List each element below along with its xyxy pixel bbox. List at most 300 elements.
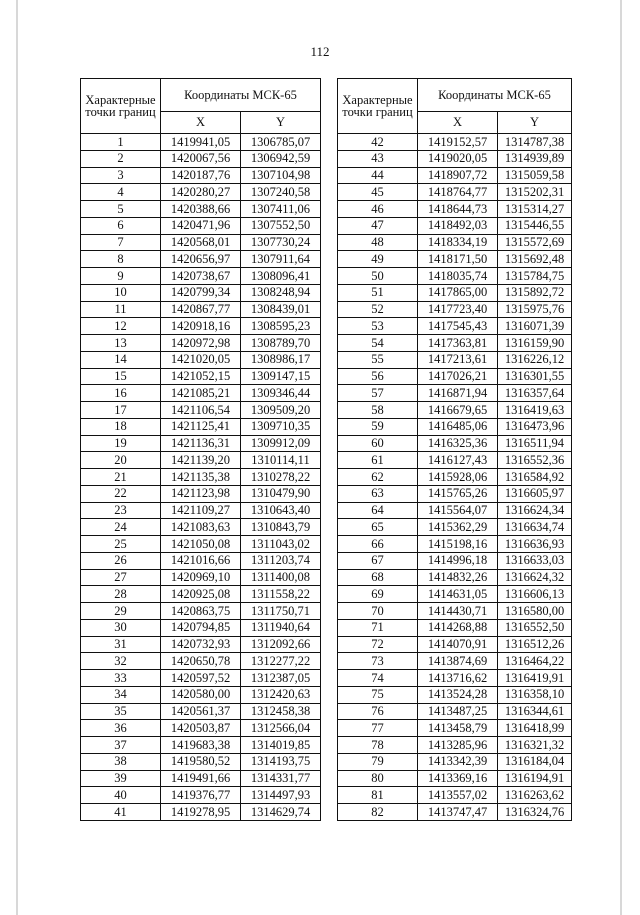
y-coordinate-cell: 1316194,91 bbox=[498, 770, 572, 787]
x-coordinate-cell: 1418764,77 bbox=[418, 184, 498, 201]
table-row bbox=[338, 234, 572, 251]
table-row bbox=[338, 552, 572, 569]
y-coordinate-cell: 1314629,74 bbox=[241, 804, 321, 821]
table-row bbox=[81, 653, 321, 670]
x-coordinate-cell: 1418907,72 bbox=[418, 167, 498, 184]
point-number-cell: 81 bbox=[338, 787, 418, 804]
x-coordinate-cell: 1417865,00 bbox=[418, 284, 498, 301]
y-coordinate-cell: 1316159,90 bbox=[498, 335, 572, 352]
x-column-header: X bbox=[418, 112, 498, 134]
table-row bbox=[81, 469, 321, 486]
y-coordinate-cell: 1307730,24 bbox=[241, 234, 321, 251]
y-coordinate-cell: 1309346,44 bbox=[241, 385, 321, 402]
table-row bbox=[338, 787, 572, 804]
y-coordinate-cell: 1315784,75 bbox=[498, 268, 572, 285]
y-coordinate-cell: 1308096,41 bbox=[241, 268, 321, 285]
table-row bbox=[338, 184, 572, 201]
point-number-cell: 75 bbox=[338, 686, 418, 703]
y-coordinate-cell: 1316624,34 bbox=[498, 502, 572, 519]
table-row bbox=[338, 418, 572, 435]
y-coordinate-cell: 1314787,38 bbox=[498, 134, 572, 151]
point-number-cell: 4 bbox=[81, 184, 161, 201]
point-number-cell: 40 bbox=[81, 787, 161, 804]
table-row bbox=[338, 670, 572, 687]
x-coordinate-cell: 1415765,26 bbox=[418, 485, 498, 502]
table-row bbox=[81, 201, 321, 218]
coordinates-header: Координаты МСК-65 bbox=[161, 79, 321, 112]
x-coordinate-cell: 1415564,07 bbox=[418, 502, 498, 519]
x-coordinate-cell: 1413747,47 bbox=[418, 804, 498, 821]
x-coordinate-cell: 1417213,61 bbox=[418, 351, 498, 368]
table-body-right bbox=[338, 134, 572, 821]
table-row bbox=[81, 134, 321, 151]
x-coordinate-cell: 1421050,08 bbox=[161, 536, 241, 553]
table-row bbox=[338, 251, 572, 268]
point-number-cell: 17 bbox=[81, 402, 161, 419]
point-number-cell: 27 bbox=[81, 569, 161, 586]
point-number-cell: 26 bbox=[81, 552, 161, 569]
y-coordinate-cell: 1316636,93 bbox=[498, 536, 572, 553]
y-coordinate-cell: 1315692,48 bbox=[498, 251, 572, 268]
y-coordinate-cell: 1316584,92 bbox=[498, 469, 572, 486]
y-coordinate-cell: 1312566,04 bbox=[241, 720, 321, 737]
x-coordinate-cell: 1419020,05 bbox=[418, 150, 498, 167]
point-number-cell: 58 bbox=[338, 402, 418, 419]
table-row bbox=[81, 619, 321, 636]
point-number-cell: 41 bbox=[81, 804, 161, 821]
y-coordinate-cell: 1316184,04 bbox=[498, 753, 572, 770]
x-coordinate-cell: 1421052,15 bbox=[161, 368, 241, 385]
y-coordinate-cell: 1316511,94 bbox=[498, 435, 572, 452]
y-coordinate-cell: 1311203,74 bbox=[241, 552, 321, 569]
x-coordinate-cell: 1421109,27 bbox=[161, 502, 241, 519]
point-number-cell: 31 bbox=[81, 636, 161, 653]
point-number-cell: 57 bbox=[338, 385, 418, 402]
x-coordinate-cell: 1418171,50 bbox=[418, 251, 498, 268]
y-coordinate-cell: 1315202,31 bbox=[498, 184, 572, 201]
x-coordinate-cell: 1413458,79 bbox=[418, 720, 498, 737]
x-coordinate-cell: 1417545,43 bbox=[418, 318, 498, 335]
table-row bbox=[81, 586, 321, 603]
x-coordinate-cell: 1421136,31 bbox=[161, 435, 241, 452]
y-coordinate-cell: 1310479,90 bbox=[241, 485, 321, 502]
table-row bbox=[81, 787, 321, 804]
y-coordinate-cell: 1309147,15 bbox=[241, 368, 321, 385]
y-coordinate-cell: 1316624,32 bbox=[498, 569, 572, 586]
point-number-cell: 77 bbox=[338, 720, 418, 737]
y-coordinate-cell: 1309710,35 bbox=[241, 418, 321, 435]
x-coordinate-cell: 1414268,88 bbox=[418, 619, 498, 636]
table-row bbox=[338, 804, 572, 821]
x-coordinate-cell: 1418492,03 bbox=[418, 217, 498, 234]
point-number-cell: 74 bbox=[338, 670, 418, 687]
table-row bbox=[81, 335, 321, 352]
table-row bbox=[81, 418, 321, 435]
x-coordinate-cell: 1420650,78 bbox=[161, 653, 241, 670]
point-number-cell: 42 bbox=[338, 134, 418, 151]
point-number-cell: 61 bbox=[338, 452, 418, 469]
point-number-cell: 68 bbox=[338, 569, 418, 586]
x-coordinate-cell: 1413524,28 bbox=[418, 686, 498, 703]
y-coordinate-cell: 1308789,70 bbox=[241, 335, 321, 352]
table-row bbox=[81, 603, 321, 620]
point-number-cell: 78 bbox=[338, 737, 418, 754]
point-number-cell: 2 bbox=[81, 150, 161, 167]
y-coordinate-cell: 1314019,85 bbox=[241, 737, 321, 754]
y-coordinate-cell: 1311400,08 bbox=[241, 569, 321, 586]
point-number-cell: 60 bbox=[338, 435, 418, 452]
x-coordinate-cell: 1421020,05 bbox=[161, 351, 241, 368]
point-number-cell: 36 bbox=[81, 720, 161, 737]
x-coordinate-cell: 1418035,74 bbox=[418, 268, 498, 285]
point-number-cell: 56 bbox=[338, 368, 418, 385]
point-number-cell: 14 bbox=[81, 351, 161, 368]
point-number-cell: 53 bbox=[338, 318, 418, 335]
table-row bbox=[81, 268, 321, 285]
y-coordinate-cell: 1316633,03 bbox=[498, 552, 572, 569]
point-number-cell: 43 bbox=[338, 150, 418, 167]
table-row bbox=[338, 201, 572, 218]
table-row bbox=[81, 351, 321, 368]
x-coordinate-cell: 1420471,96 bbox=[161, 217, 241, 234]
point-number-cell: 46 bbox=[338, 201, 418, 218]
y-coordinate-cell: 1316357,64 bbox=[498, 385, 572, 402]
table-row bbox=[338, 586, 572, 603]
x-coordinate-cell: 1414832,26 bbox=[418, 569, 498, 586]
table-row bbox=[81, 301, 321, 318]
table-row bbox=[338, 686, 572, 703]
point-number-cell: 79 bbox=[338, 753, 418, 770]
x-coordinate-cell: 1419941,05 bbox=[161, 134, 241, 151]
table-row bbox=[338, 469, 572, 486]
y-coordinate-cell: 1312092,66 bbox=[241, 636, 321, 653]
coordinates-table-right bbox=[337, 78, 572, 821]
point-number-cell: 39 bbox=[81, 770, 161, 787]
table-row bbox=[81, 804, 321, 821]
point-number-cell: 65 bbox=[338, 519, 418, 536]
table-row bbox=[338, 385, 572, 402]
scan-edge-right bbox=[620, 0, 622, 915]
x-coordinate-cell: 1420580,00 bbox=[161, 686, 241, 703]
point-number-cell: 22 bbox=[81, 485, 161, 502]
table-row bbox=[81, 536, 321, 553]
table-row bbox=[81, 686, 321, 703]
table-row bbox=[81, 217, 321, 234]
y-coordinate-cell: 1307240,58 bbox=[241, 184, 321, 201]
table-row bbox=[338, 619, 572, 636]
y-coordinate-cell: 1316071,39 bbox=[498, 318, 572, 335]
table-row bbox=[338, 134, 572, 151]
x-coordinate-cell: 1421016,66 bbox=[161, 552, 241, 569]
point-number-cell: 64 bbox=[338, 502, 418, 519]
y-coordinate-cell: 1314497,93 bbox=[241, 787, 321, 804]
table-row bbox=[338, 569, 572, 586]
table-row bbox=[338, 301, 572, 318]
point-number-cell: 71 bbox=[338, 619, 418, 636]
table-row bbox=[338, 217, 572, 234]
y-coordinate-cell: 1306942,59 bbox=[241, 150, 321, 167]
x-coordinate-cell: 1417026,21 bbox=[418, 368, 498, 385]
x-coordinate-cell: 1421085,21 bbox=[161, 385, 241, 402]
y-coordinate-cell: 1316606,13 bbox=[498, 586, 572, 603]
y-coordinate-cell: 1307911,64 bbox=[241, 251, 321, 268]
table-row bbox=[81, 737, 321, 754]
table-row bbox=[338, 603, 572, 620]
point-number-cell: 18 bbox=[81, 418, 161, 435]
y-coordinate-cell: 1310643,40 bbox=[241, 502, 321, 519]
y-coordinate-cell: 1310278,22 bbox=[241, 469, 321, 486]
x-coordinate-cell: 1419683,38 bbox=[161, 737, 241, 754]
table-row bbox=[81, 318, 321, 335]
y-coordinate-cell: 1311940,64 bbox=[241, 619, 321, 636]
x-coordinate-cell: 1421139,20 bbox=[161, 452, 241, 469]
x-coordinate-cell: 1421123,98 bbox=[161, 485, 241, 502]
x-coordinate-cell: 1414996,18 bbox=[418, 552, 498, 569]
y-column-header: Y bbox=[498, 112, 572, 134]
x-coordinate-cell: 1413874,69 bbox=[418, 653, 498, 670]
x-coordinate-cell: 1420503,87 bbox=[161, 720, 241, 737]
y-column-header: Y bbox=[241, 112, 321, 134]
y-coordinate-cell: 1307552,50 bbox=[241, 217, 321, 234]
point-number-cell: 50 bbox=[338, 268, 418, 285]
x-coordinate-cell: 1415928,06 bbox=[418, 469, 498, 486]
x-coordinate-cell: 1416127,43 bbox=[418, 452, 498, 469]
y-coordinate-cell: 1316473,96 bbox=[498, 418, 572, 435]
y-coordinate-cell: 1316321,32 bbox=[498, 737, 572, 754]
y-coordinate-cell: 1311558,22 bbox=[241, 586, 321, 603]
table-row bbox=[338, 720, 572, 737]
point-number-cell: 35 bbox=[81, 703, 161, 720]
table-row bbox=[81, 234, 321, 251]
table-row bbox=[81, 753, 321, 770]
point-number-cell: 59 bbox=[338, 418, 418, 435]
table-row bbox=[338, 150, 572, 167]
x-coordinate-cell: 1420867,77 bbox=[161, 301, 241, 318]
y-coordinate-cell: 1315446,55 bbox=[498, 217, 572, 234]
x-coordinate-cell: 1420597,52 bbox=[161, 670, 241, 687]
y-coordinate-cell: 1314939,89 bbox=[498, 150, 572, 167]
y-coordinate-cell: 1316226,12 bbox=[498, 351, 572, 368]
points-column-header: Характерные точки границ bbox=[81, 79, 161, 134]
y-coordinate-cell: 1309912,09 bbox=[241, 435, 321, 452]
y-coordinate-cell: 1315059,58 bbox=[498, 167, 572, 184]
x-coordinate-cell: 1420067,56 bbox=[161, 150, 241, 167]
x-coordinate-cell: 1416325,36 bbox=[418, 435, 498, 452]
x-coordinate-cell: 1419580,52 bbox=[161, 753, 241, 770]
point-number-cell: 37 bbox=[81, 737, 161, 754]
point-number-cell: 21 bbox=[81, 469, 161, 486]
x-coordinate-cell: 1420863,75 bbox=[161, 603, 241, 620]
x-coordinate-cell: 1420918,16 bbox=[161, 318, 241, 335]
point-number-cell: 55 bbox=[338, 351, 418, 368]
point-number-cell: 49 bbox=[338, 251, 418, 268]
table-row bbox=[338, 452, 572, 469]
table-row bbox=[81, 402, 321, 419]
point-number-cell: 76 bbox=[338, 703, 418, 720]
table-row bbox=[81, 502, 321, 519]
table-row bbox=[338, 485, 572, 502]
table-row bbox=[81, 385, 321, 402]
table-row bbox=[338, 753, 572, 770]
y-coordinate-cell: 1316358,10 bbox=[498, 686, 572, 703]
table-row bbox=[338, 435, 572, 452]
point-number-cell: 1 bbox=[81, 134, 161, 151]
y-coordinate-cell: 1316419,91 bbox=[498, 670, 572, 687]
y-coordinate-cell: 1316344,61 bbox=[498, 703, 572, 720]
x-coordinate-cell: 1413342,39 bbox=[418, 753, 498, 770]
table-row bbox=[338, 335, 572, 352]
table-row bbox=[338, 502, 572, 519]
point-number-cell: 5 bbox=[81, 201, 161, 218]
point-number-cell: 11 bbox=[81, 301, 161, 318]
table-row bbox=[81, 435, 321, 452]
x-coordinate-cell: 1413716,62 bbox=[418, 670, 498, 687]
x-coordinate-cell: 1421083,63 bbox=[161, 519, 241, 536]
y-coordinate-cell: 1316301,55 bbox=[498, 368, 572, 385]
table-row bbox=[81, 368, 321, 385]
y-coordinate-cell: 1316512,26 bbox=[498, 636, 572, 653]
y-coordinate-cell: 1312387,05 bbox=[241, 670, 321, 687]
table-row bbox=[81, 485, 321, 502]
y-coordinate-cell: 1308595,23 bbox=[241, 318, 321, 335]
table-row bbox=[81, 251, 321, 268]
point-number-cell: 72 bbox=[338, 636, 418, 653]
y-coordinate-cell: 1307411,06 bbox=[241, 201, 321, 218]
y-coordinate-cell: 1312420,63 bbox=[241, 686, 321, 703]
point-number-cell: 66 bbox=[338, 536, 418, 553]
y-coordinate-cell: 1306785,07 bbox=[241, 134, 321, 151]
point-number-cell: 33 bbox=[81, 670, 161, 687]
point-number-cell: 16 bbox=[81, 385, 161, 402]
y-coordinate-cell: 1314331,77 bbox=[241, 770, 321, 787]
x-coordinate-cell: 1416679,65 bbox=[418, 402, 498, 419]
point-number-cell: 63 bbox=[338, 485, 418, 502]
y-coordinate-cell: 1311750,71 bbox=[241, 603, 321, 620]
table-row bbox=[338, 167, 572, 184]
point-number-cell: 6 bbox=[81, 217, 161, 234]
x-coordinate-cell: 1421106,54 bbox=[161, 402, 241, 419]
point-number-cell: 19 bbox=[81, 435, 161, 452]
x-coordinate-cell: 1420925,08 bbox=[161, 586, 241, 603]
x-coordinate-cell: 1416485,06 bbox=[418, 418, 498, 435]
y-coordinate-cell: 1311043,02 bbox=[241, 536, 321, 553]
y-coordinate-cell: 1316419,63 bbox=[498, 402, 572, 419]
table-row bbox=[338, 351, 572, 368]
point-number-cell: 15 bbox=[81, 368, 161, 385]
y-coordinate-cell: 1316418,99 bbox=[498, 720, 572, 737]
point-number-cell: 10 bbox=[81, 284, 161, 301]
table-row bbox=[81, 720, 321, 737]
point-number-cell: 45 bbox=[338, 184, 418, 201]
table-row bbox=[338, 737, 572, 754]
point-number-cell: 29 bbox=[81, 603, 161, 620]
x-coordinate-cell: 1420799,34 bbox=[161, 284, 241, 301]
coordinates-table-left bbox=[80, 78, 321, 821]
x-coordinate-cell: 1420280,27 bbox=[161, 184, 241, 201]
y-coordinate-cell: 1316552,50 bbox=[498, 619, 572, 636]
y-coordinate-cell: 1315892,72 bbox=[498, 284, 572, 301]
x-coordinate-cell: 1419491,66 bbox=[161, 770, 241, 787]
y-coordinate-cell: 1316605,97 bbox=[498, 485, 572, 502]
y-coordinate-cell: 1310114,11 bbox=[241, 452, 321, 469]
point-number-cell: 30 bbox=[81, 619, 161, 636]
point-number-cell: 44 bbox=[338, 167, 418, 184]
table-row bbox=[81, 284, 321, 301]
y-coordinate-cell: 1316263,62 bbox=[498, 787, 572, 804]
point-number-cell: 3 bbox=[81, 167, 161, 184]
x-coordinate-cell: 1419376,77 bbox=[161, 787, 241, 804]
table-row bbox=[81, 636, 321, 653]
point-number-cell: 69 bbox=[338, 586, 418, 603]
table-row bbox=[81, 150, 321, 167]
point-number-cell: 13 bbox=[81, 335, 161, 352]
x-coordinate-cell: 1420794,85 bbox=[161, 619, 241, 636]
point-number-cell: 62 bbox=[338, 469, 418, 486]
point-number-cell: 52 bbox=[338, 301, 418, 318]
point-number-cell: 67 bbox=[338, 552, 418, 569]
y-coordinate-cell: 1315975,76 bbox=[498, 301, 572, 318]
x-coordinate-cell: 1421125,41 bbox=[161, 418, 241, 435]
points-column-header: Характерные точки границ bbox=[338, 79, 418, 134]
table-row bbox=[81, 670, 321, 687]
x-coordinate-cell: 1419278,95 bbox=[161, 804, 241, 821]
table-row bbox=[81, 552, 321, 569]
x-coordinate-cell: 1420969,10 bbox=[161, 569, 241, 586]
point-number-cell: 51 bbox=[338, 284, 418, 301]
y-coordinate-cell: 1314193,75 bbox=[241, 753, 321, 770]
point-number-cell: 32 bbox=[81, 653, 161, 670]
table-row bbox=[81, 452, 321, 469]
y-coordinate-cell: 1316552,36 bbox=[498, 452, 572, 469]
x-coordinate-cell: 1414070,91 bbox=[418, 636, 498, 653]
point-number-cell: 20 bbox=[81, 452, 161, 469]
x-coordinate-cell: 1415198,16 bbox=[418, 536, 498, 553]
point-number-cell: 82 bbox=[338, 804, 418, 821]
point-number-cell: 12 bbox=[81, 318, 161, 335]
table-row bbox=[338, 318, 572, 335]
x-coordinate-cell: 1416871,94 bbox=[418, 385, 498, 402]
point-number-cell: 38 bbox=[81, 753, 161, 770]
x-coordinate-cell: 1417363,81 bbox=[418, 335, 498, 352]
x-coordinate-cell: 1417723,40 bbox=[418, 301, 498, 318]
y-coordinate-cell: 1316324,76 bbox=[498, 804, 572, 821]
x-coordinate-cell: 1415362,29 bbox=[418, 519, 498, 536]
point-number-cell: 23 bbox=[81, 502, 161, 519]
y-coordinate-cell: 1312277,22 bbox=[241, 653, 321, 670]
point-number-cell: 8 bbox=[81, 251, 161, 268]
y-coordinate-cell: 1316634,74 bbox=[498, 519, 572, 536]
table-row bbox=[338, 368, 572, 385]
x-column-header: X bbox=[161, 112, 241, 134]
coordinates-header: Координаты МСК-65 bbox=[418, 79, 572, 112]
table-row bbox=[338, 703, 572, 720]
point-number-cell: 80 bbox=[338, 770, 418, 787]
y-coordinate-cell: 1308248,94 bbox=[241, 284, 321, 301]
y-coordinate-cell: 1316580,00 bbox=[498, 603, 572, 620]
x-coordinate-cell: 1420568,01 bbox=[161, 234, 241, 251]
point-number-cell: 34 bbox=[81, 686, 161, 703]
table-row bbox=[81, 703, 321, 720]
y-coordinate-cell: 1315314,27 bbox=[498, 201, 572, 218]
x-coordinate-cell: 1421135,38 bbox=[161, 469, 241, 486]
page-number: 112 bbox=[310, 44, 330, 59]
x-coordinate-cell: 1414430,71 bbox=[418, 603, 498, 620]
x-coordinate-cell: 1413557,02 bbox=[418, 787, 498, 804]
x-coordinate-cell: 1420187,76 bbox=[161, 167, 241, 184]
table-row bbox=[81, 167, 321, 184]
x-coordinate-cell: 1413487,25 bbox=[418, 703, 498, 720]
y-coordinate-cell: 1308986,17 bbox=[241, 351, 321, 368]
